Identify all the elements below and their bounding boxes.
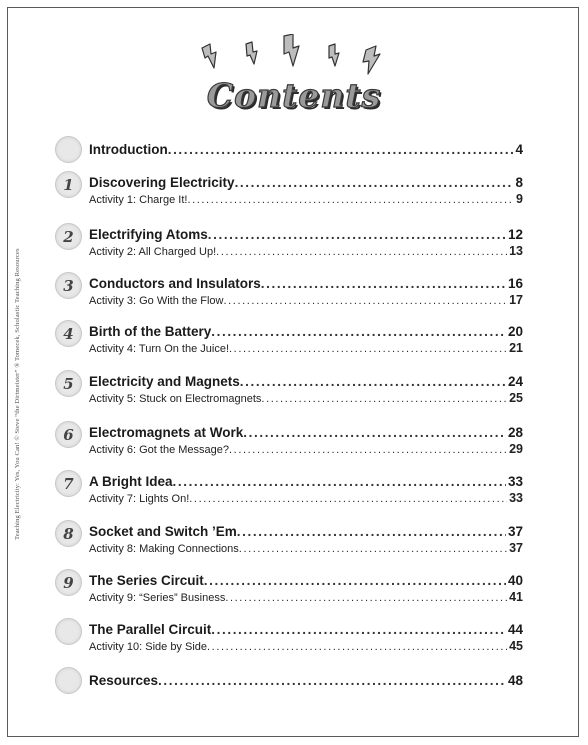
dot-leader bbox=[229, 444, 507, 456]
chapter-line[interactable] bbox=[89, 425, 523, 440]
chapter-number-circle: 3 bbox=[55, 272, 82, 299]
chapter-line[interactable] bbox=[89, 673, 523, 688]
dot-leader bbox=[237, 524, 506, 539]
activity-page-number: 25 bbox=[509, 391, 523, 405]
dot-leader bbox=[207, 641, 507, 653]
activity-page-number: 41 bbox=[509, 590, 523, 604]
activity-title: Activity 6: Got the Message? bbox=[89, 444, 230, 456]
dot-leader bbox=[187, 194, 514, 206]
dot-leader bbox=[158, 673, 506, 688]
chapter-page-number: 37 bbox=[507, 524, 523, 539]
chapter-number-circle: 2 bbox=[55, 223, 82, 250]
chapter-number-circle bbox=[55, 618, 82, 645]
chapter-page-number: 40 bbox=[507, 573, 523, 588]
chapter-number-circle: 9 bbox=[55, 569, 82, 596]
activity-line[interactable] bbox=[89, 192, 523, 206]
chapter-title: Resources bbox=[89, 673, 159, 688]
contents-title: Contents bbox=[206, 76, 382, 115]
dot-leader bbox=[208, 227, 506, 242]
chapter-line[interactable] bbox=[89, 474, 523, 489]
dot-leader bbox=[211, 324, 506, 339]
chapter-page-number: 12 bbox=[507, 227, 523, 242]
dot-leader bbox=[168, 142, 514, 157]
chapter-line[interactable] bbox=[89, 573, 523, 588]
chapter-title: Discovering Electricity bbox=[89, 175, 235, 190]
chapter-title: Electromagnets at Work bbox=[89, 425, 244, 440]
activity-page-number: 45 bbox=[509, 639, 523, 653]
chapter-page-number: 8 bbox=[515, 175, 523, 190]
chapter-title: The Parallel Circuit bbox=[89, 622, 212, 637]
chapter-title: Conductors and Insulators bbox=[89, 276, 261, 291]
activity-page-number: 17 bbox=[509, 293, 523, 307]
dot-leader bbox=[261, 393, 507, 405]
dot-leader bbox=[225, 592, 507, 604]
chapter-page-number: 44 bbox=[507, 622, 523, 637]
activity-title: Activity 5: Stuck on Electromagnets bbox=[89, 393, 262, 405]
activity-line[interactable] bbox=[89, 442, 523, 456]
dot-leader bbox=[240, 374, 506, 389]
chapter-number-circle: 7 bbox=[55, 470, 82, 497]
chapter-number-circle bbox=[55, 667, 82, 694]
activity-page-number: 33 bbox=[509, 491, 523, 505]
activity-line[interactable] bbox=[89, 639, 523, 653]
activity-line[interactable] bbox=[89, 590, 523, 604]
dot-leader bbox=[211, 622, 506, 637]
chapter-title: Introduction bbox=[89, 142, 168, 157]
chapter-number-circle: 4 bbox=[55, 320, 82, 347]
chapter-line[interactable] bbox=[89, 622, 523, 637]
chapter-number-circle: 1 bbox=[55, 171, 82, 198]
activity-title: Activity 2: All Charged Up! bbox=[89, 246, 217, 258]
activity-page-number: 9 bbox=[516, 192, 523, 206]
chapter-title: Birth of the Battery bbox=[89, 324, 212, 339]
chapter-title: Socket and Switch ’Em bbox=[89, 524, 237, 539]
chapter-number-circle bbox=[55, 136, 82, 163]
chapter-page-number: 48 bbox=[507, 673, 523, 688]
dot-leader bbox=[243, 425, 506, 440]
chapter-number-circle: 6 bbox=[55, 421, 82, 448]
chapter-page-number: 28 bbox=[507, 425, 523, 440]
activity-line[interactable] bbox=[89, 391, 523, 405]
chapter-line[interactable] bbox=[89, 374, 523, 389]
chapter-page-number: 33 bbox=[507, 474, 523, 489]
chapter-page-number: 20 bbox=[507, 324, 523, 339]
activity-title: Activity 7: Lights On! bbox=[89, 493, 190, 505]
chapter-title: A Bright Idea bbox=[89, 474, 173, 489]
dot-leader bbox=[216, 246, 507, 258]
chapter-line[interactable] bbox=[89, 142, 523, 157]
activity-title: Activity 9: “Series” Business bbox=[89, 592, 226, 604]
chapter-line[interactable] bbox=[89, 175, 523, 190]
chapter-line[interactable] bbox=[89, 324, 523, 339]
chapter-title: Electrifying Atoms bbox=[89, 227, 208, 242]
dot-leader bbox=[189, 493, 507, 505]
activity-line[interactable] bbox=[89, 491, 523, 505]
activity-page-number: 21 bbox=[509, 341, 523, 355]
activity-line[interactable] bbox=[89, 341, 523, 355]
activity-title: Activity 8: Making Connections bbox=[89, 543, 239, 555]
activity-title: Activity 10: Side by Side bbox=[89, 641, 208, 653]
activity-title: Activity 3: Go With the Flow bbox=[89, 295, 224, 307]
activity-page-number: 37 bbox=[509, 541, 523, 555]
activity-page-number: 29 bbox=[509, 442, 523, 456]
activity-line[interactable] bbox=[89, 244, 523, 258]
dot-leader bbox=[235, 175, 514, 190]
chapter-line[interactable] bbox=[89, 276, 523, 291]
chapter-title: Electricity and Magnets bbox=[89, 374, 240, 389]
chapter-title: The Series Circuit bbox=[89, 573, 204, 588]
dot-leader bbox=[204, 573, 506, 588]
side-credit: Teaching Electricity: Yes, You Can! © Steve “the Dirtmeister” ® Tomecek, Scholastic Teaching Resources bbox=[14, 248, 21, 540]
activity-line[interactable] bbox=[89, 541, 523, 555]
dot-leader bbox=[261, 276, 506, 291]
chapter-line[interactable] bbox=[89, 524, 523, 539]
activity-title: Activity 1: Charge It! bbox=[89, 194, 188, 206]
activity-page-number: 13 bbox=[509, 244, 523, 258]
activity-title: Activity 4: Turn On the Juice! bbox=[89, 343, 230, 355]
activity-line[interactable] bbox=[89, 293, 523, 307]
chapter-number-circle: 5 bbox=[55, 370, 82, 397]
dot-leader bbox=[173, 474, 506, 489]
chapter-line[interactable] bbox=[89, 227, 523, 242]
chapter-page-number: 4 bbox=[515, 142, 523, 157]
chapter-page-number: 16 bbox=[507, 276, 523, 291]
chapter-number-circle: 8 bbox=[55, 520, 82, 547]
dot-leader bbox=[223, 295, 507, 307]
dot-leader bbox=[229, 343, 507, 355]
dot-leader bbox=[239, 543, 507, 555]
chapter-page-number: 24 bbox=[507, 374, 523, 389]
